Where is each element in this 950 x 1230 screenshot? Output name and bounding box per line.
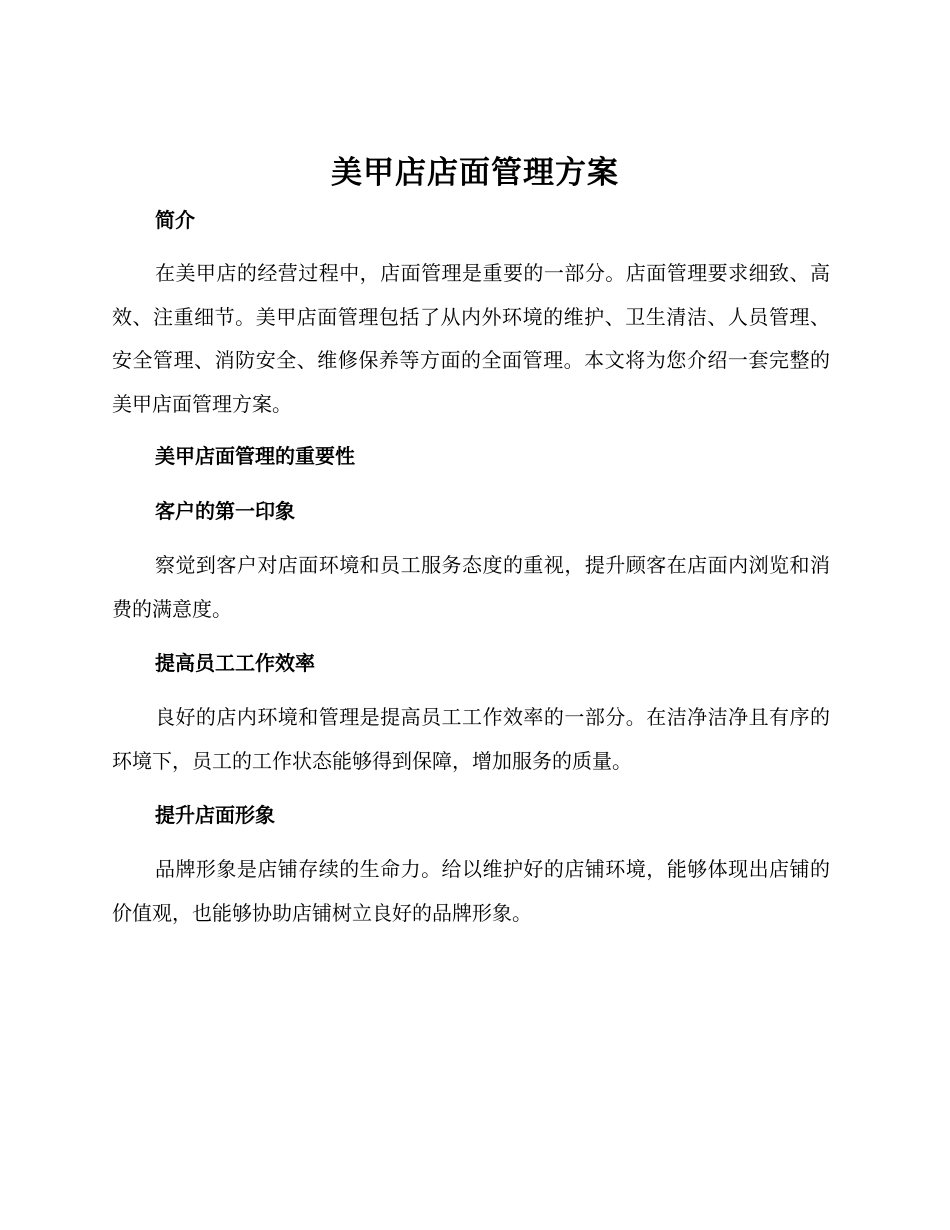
section-paragraph-image: 品牌形象是店铺存续的生命力。给以维护好的店铺环境，能够体现出店铺的价值观，也能够协助店铺树立良好的品牌形象。 — [112, 857, 830, 925]
section-heading-image: 提升店面形象 — [155, 803, 275, 827]
section-heading-efficiency: 提高员工工作效率 — [155, 651, 315, 675]
section-paragraph-efficiency: 良好的店内环境和管理是提高员工工作效率的一部分。在洁净洁净且有序的环境下，员工的工作状态能够得到保障，增加服务的质量。 — [112, 705, 830, 773]
section-paragraph-first-impression: 察觉到客户对店面环境和员工服务态度的重视，提升顾客在店面内浏览和消费的满意度。 — [112, 553, 830, 621]
section-paragraph-intro: 在美甲店的经营过程中，店面管理是重要的一部分。店面管理要求细致、高效、注重细节。美甲店面管理包括了从内外环境的维护、卫生清洁、人员管理、安全管理、消防安全、维修保养等方面的全面管理。本文将为您介绍一套完整的美甲店面管理方案。 — [112, 261, 830, 416]
section-heading-intro: 简介 — [155, 208, 195, 232]
document-title: 美甲店店面管理方案 — [331, 155, 619, 191]
section-heading-first-impression: 客户的第一印象 — [155, 499, 295, 523]
section-heading-importance: 美甲店面管理的重要性 — [155, 444, 355, 468]
